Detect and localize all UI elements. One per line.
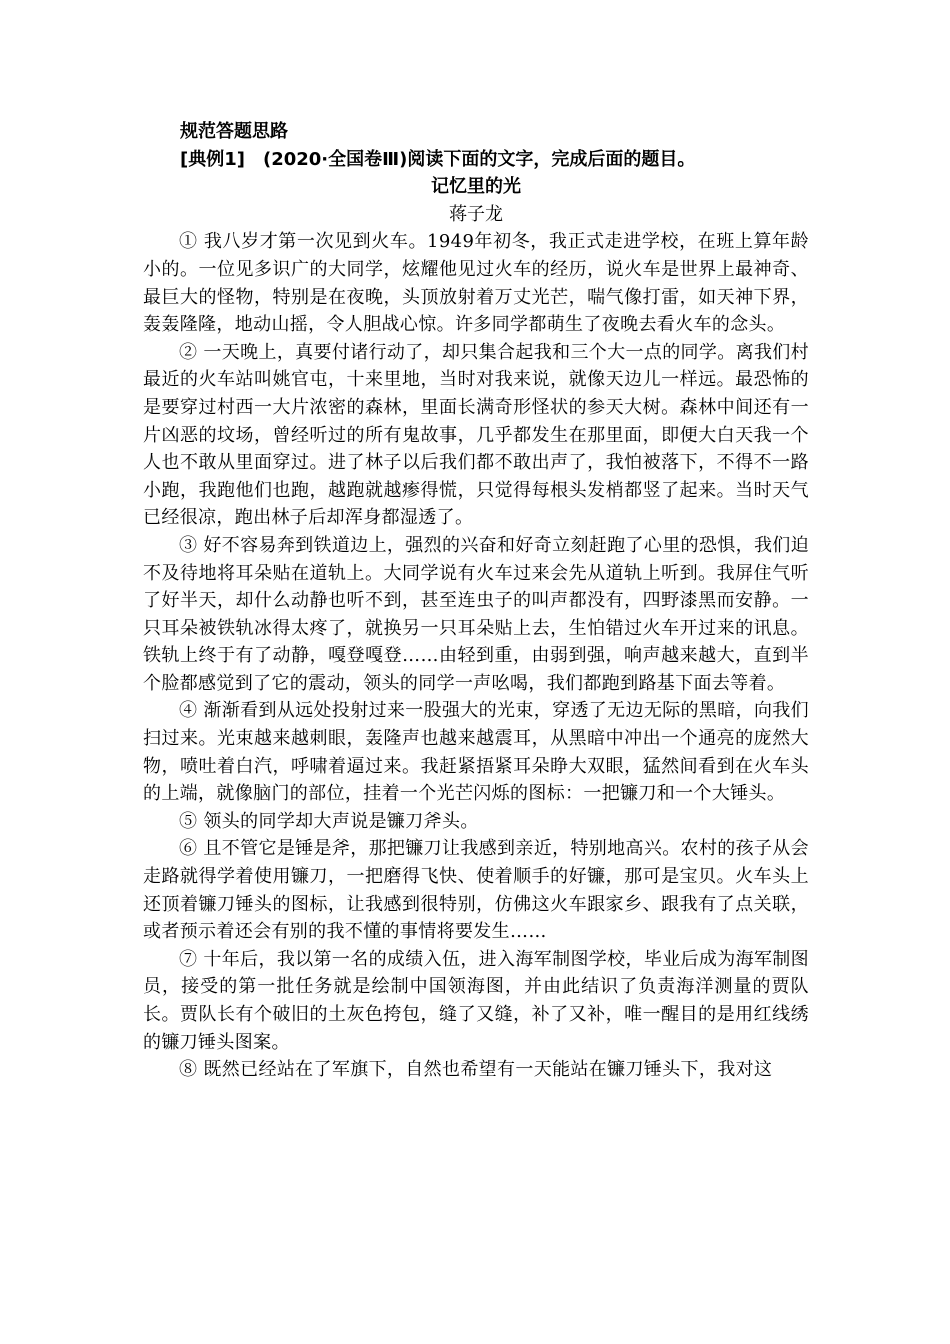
document-page <box>143 118 809 1084</box>
paragraph-1: ① 我八岁才第一次见到火车。1949年初冬，我正式走进学校，在班上算年龄小的。一位见多识广的大同学，炫耀他见过火车的经历，说火车是世界上最神奇、最巨大的怪物，特别是在夜晚，头顶放射着万丈光芒，喘气像打雷，如天神下界，轰轰隆隆，地动山摇，令人胆战心惊。许多同学都萌生了夜晚去看火车的念头。 <box>143 231 809 336</box>
paragraph-3: ③ 好不容易奔到铁道边上，强烈的兴奋和好奇立刻赶跑了心里的恐惧，我们迫不及待地将耳朵贴在道轨上。大同学说有火车过来会先从道轨上听到。我屏住气听了好半天，却什么动静也听不到，甚至连虫子的叫声都没有，四野漆黑而安静。一只耳朵被铁轨冰得太疼了，就换另一只耳朵贴上去，生怕错过火车开过来的讯息。铁轨上终于有了动静，嘎登嘎登……由轻到重，由弱到强，响声越来越大，直到半个脸都感觉到了它的震动，领头的同学一声吆喝，我们都跑到路基下面去等着。 <box>143 534 809 694</box>
paragraph-6: ⑥ 且不管它是锤是斧，那把镰刀让我感到亲近，特别地高兴。农村的孩子从会走路就得学着使用镰刀，一把磨得飞快、使着顺手的好镰，那可是宝贝。火车头上还顶着镰刀锤头的图标，让我感到很特别，仿佛这火车跟家乡、跟我有了点关联，或者预示着还会有别的我不懂的事情将要发生…… <box>143 838 809 943</box>
paragraph-4: ④ 渐渐看到从远处投射过来一股强大的光束，穿透了无边无际的黑暗，向我们扫过来。光束越来越刺眼，轰隆声也越来越震耳，从黑暗中冲出一个通亮的庞然大物，喷吐着白汽，呼啸着逼过来。我赶紧捂紧耳朵睁大双眼，猛然间看到在火车头的上端，就像脑门的部位，挂着一个光芒闪烁的图标：一把镰刀和一个大锤头。 <box>143 700 809 805</box>
example-instruction: 阅读下面的文字，完成后面的题目。 <box>407 148 696 170</box>
example-tag: [典例1] <box>180 148 245 170</box>
section-heading: 规范答题思路 <box>180 121 288 142</box>
example-source: (2020·全国卷Ⅲ) <box>262 148 408 170</box>
article-title: 记忆里的光 <box>431 176 521 198</box>
paragraph-5: ⑤ 领头的同学却大声说是镰刀斧头。 <box>179 810 479 832</box>
article-author: 蒋子龙 <box>449 203 503 225</box>
example-line <box>143 146 809 174</box>
paragraph-2: ② 一天晚上，真要付诸行动了，却只集合起我和三个大一点的同学。离我们村最近的火车站叫姚官屯，十来里地，当时对我来说，就像天边儿一样远。最恐怖的是要穿过村西一大片浓密的森林，里面长满奇形怪状的参天大树。森林中间还有一片凶恶的坟场，曾经听过的所有鬼故事，几乎都发生在那里面，即便大白天我一个人也不敢从里面穿过。进了林子以后我们都不敢出声了，我怕被落下，不得不一路小跑，我跑他们也跑，越跑就越瘆得慌，只觉得每根头发梢都竖了起来。当时天气已经很凉，跑出林子后却浑身都湿透了。 <box>143 341 809 529</box>
paragraph-8: ⑧ 既然已经站在了军旗下，自然也希望有一天能站在镰刀锤头下，我对这 <box>179 1059 773 1081</box>
paragraph-7: ⑦ 十年后，我以第一名的成绩入伍，进入海军制图学校，毕业后成为海军制图员，接受的第一批任务就是绘制中国领海图，并由此结识了负责海洋测量的贾队长。贾队长有个破旧的土灰色挎包，缝了又缝，补了又补，唯一醒目的是用红线绣的镰刀锤头图案。 <box>143 948 809 1053</box>
